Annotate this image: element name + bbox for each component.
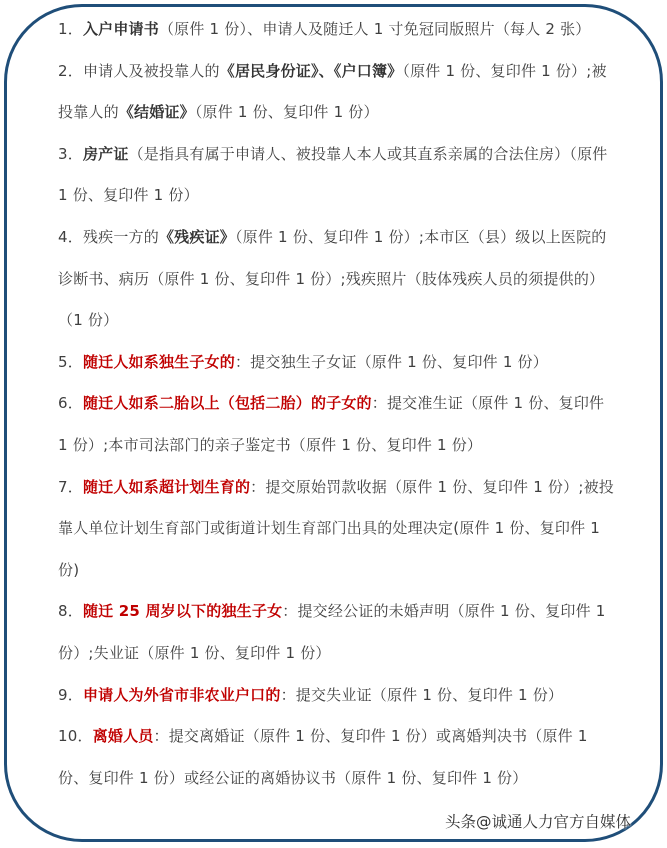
item-text: ：提交准生证（原件 1 份、复印件 1 份）;本市司法部门的亲子鉴定书（原件 1 份、复印件 1 份） xyxy=(58,394,605,454)
item-text: ：提交独生子女证（原件 1 份、复印件 1 份） xyxy=(234,352,548,371)
item-number: 7． xyxy=(58,477,83,496)
list-item-3 xyxy=(58,134,618,217)
item-number: 6． xyxy=(58,394,83,413)
item-number: 10． xyxy=(58,727,93,746)
item-text: ：提交离婚证（原件 1 份、复印件 1 份）或离婚判决书（原件 1 份、复印件 1 份）或经公证的离婚协议书（原件 1 份、复印件 1 份） xyxy=(58,727,588,787)
watermark: 头条@诚通人力官方自媒体 xyxy=(445,813,632,831)
list-item-1 xyxy=(58,9,618,51)
item-text: （原件 1 份、复印件 1 份）;本市区（县）级以上医院的诊断书、病历（原件 1 份、复印件 1 份）;残疾照片（肢体残疾人员的须提供的）（1 份） xyxy=(58,227,607,330)
item-text: ：提交原始罚款收据（原件 1 份、复印件 1 份）;被投靠人单位计划生育部门或街道计划生育部门出具的处理决定(原件 1 份、复印件 1 份) xyxy=(58,477,614,579)
item-number: 5． xyxy=(58,352,83,371)
item-text: （是指具有属于申请人、被投靠人本人或其直系亲属的合法住房）（原件 1 份、复印件 1 份） xyxy=(58,144,608,205)
item-title: 《居民身份证》、《户口簿》 xyxy=(219,61,403,80)
item-title: 《残疾证》 xyxy=(158,227,235,246)
list-item-4 xyxy=(58,217,618,342)
item-text: （原件 1 份、复印件 1 份） xyxy=(194,103,379,122)
item-highlight: 随迁人如系超计划生育的 xyxy=(82,477,251,496)
item-text: （原件 1 份、复印件 1 份）;被投靠人的 xyxy=(58,61,607,122)
list-item-6 xyxy=(58,383,618,466)
item-text: （原件 1 份）、申请人及随迁人 1 寸免冠同版照片（每人 2 张） xyxy=(158,20,591,38)
list-item-7 xyxy=(58,467,618,592)
item-number: 9． xyxy=(58,685,83,704)
item-text: ：提交失业证（原件 1 份、复印件 1 份） xyxy=(280,685,564,704)
item-highlight: 随迁人如系独生子女的 xyxy=(82,352,235,371)
item-highlight: 随迁人如系二胎以上（包括二胎）的子女的 xyxy=(82,394,372,413)
list-item-10 xyxy=(58,716,618,799)
item-number: 3． xyxy=(58,144,83,163)
item-text: 残疾一方的 xyxy=(82,227,159,246)
item-title: 房产证 xyxy=(82,144,129,163)
list-item-5 xyxy=(58,342,618,384)
requirements-list xyxy=(58,9,618,799)
item-number: 4． xyxy=(58,227,83,246)
item-title: 入户申请书 xyxy=(82,20,159,38)
item-highlight: 离婚人员 xyxy=(92,727,154,746)
item-text: ：提交经公证的未婚声明（原件 1 份、复印件 1 份）;失业证（原件 1 份、复印件 1 份） xyxy=(58,602,606,662)
item-highlight: 随迁 25 周岁以下的独生子女 xyxy=(82,602,283,621)
item-text: 申请人及被投靠人的 xyxy=(82,61,220,80)
item-title: 《结婚证》 xyxy=(118,103,195,122)
item-number: 1． xyxy=(58,20,83,38)
item-number: 8． xyxy=(58,602,83,621)
item-highlight: 申请人为外省市非农业户口的 xyxy=(82,685,281,704)
list-item-2 xyxy=(58,51,618,134)
list-item-8 xyxy=(58,591,618,674)
list-item-9 xyxy=(58,675,618,717)
item-number: 2． xyxy=(58,61,83,80)
